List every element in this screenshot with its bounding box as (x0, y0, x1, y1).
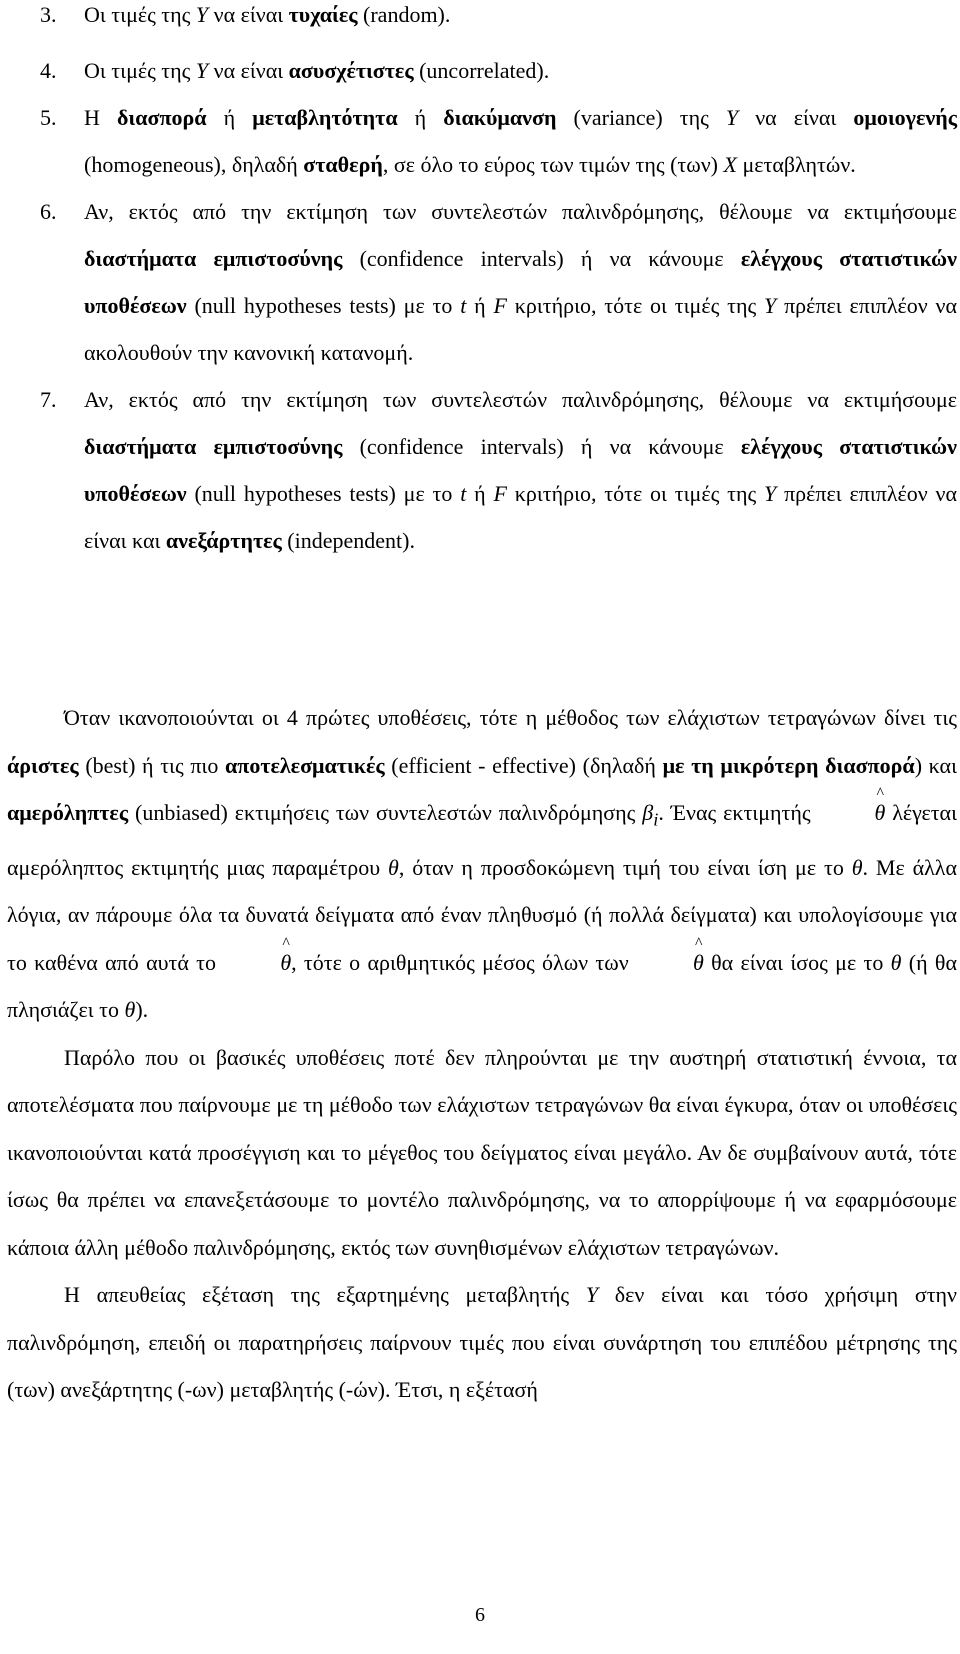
paragraph-assumptions: Παρόλο που οι βασικές υποθέσεις ποτέ δεν πληρούνται με την αυστηρή στατιστική έννοια, τα αποτελέσματα που παίρνουμε με τη μέθοδο των ελάχιστων τετραγώνων θα είναι έγκυρα, όταν οι υποθέσεις ικανοποιούνται κατά προσέγγιση και το μέγεθος του δείγματος είναι μεγάλο. Αν δε συμβαίνουν αυτά, τότε ίσως θα πρέπει να επανεξετάσουμε το μοντέλο παλινδρόμησης, να το απορρίψουμε ή να εφαρμόσουμε κάποια άλλη μέθοδο παλινδρόμησης, εκτός των συνηθισμένων ελάχιστων τετραγώνων. (7, 1044, 957, 1260)
item-number: 3. (40, 2, 57, 27)
list-item: 6. Αν, εκτός από την εκτίμηση των συντελεστών παλινδρόμησης, θέλουμε να εκτιμήσουμε διαστήματα εμπιστοσύνης (confidence intervals) ή να κάνουμε ελέγχους στατιστικών υποθέσεων (null hypotheses tests) με το t ή F κριτήριο, τότε οι τιμές της Υ πρέπει επιπλέον να ακολουθούν την κανονική κατανομή. (40, 188, 957, 376)
page-number: 6 (475, 1604, 485, 1626)
theta-hat-symbol: ^ θ (636, 939, 704, 987)
list-item: 7. Αν, εκτός από την εκτίμηση των συντελεστών παλινδρόμησης, θέλουμε να εκτιμήσουμε διαστήματα εμπιστοσύνης (confidence intervals) ή να κάνουμε ελέγχους στατιστικών υποθέσεων (null hypotheses tests) με το t ή F κριτήριο, τότε οι τιμές της Υ πρέπει επιπλέον να είναι και ανεξάρτητες (independent). (40, 376, 957, 564)
item-number: 6. (40, 199, 57, 224)
theta-hat-symbol: ^ θ (223, 939, 291, 987)
list-item: 5. Η διασπορά ή μεταβλητότητα ή διακύμανση (variance) της Υ να είναι ομοιογενής (homogeneous), δηλαδή σταθερή, σε όλο το εύρος των τιμών της (των) Χ μεταβλητών. (40, 94, 957, 188)
item-number: 4. (40, 58, 57, 83)
list-item: 3. Οι τιμές της Υ να είναι τυχαίες (random). (40, 0, 957, 30)
body-text (7, 694, 957, 1414)
item-number: 5. (40, 105, 57, 130)
theta-hat-symbol: ^ θ (817, 789, 885, 837)
item-number: 7. (40, 387, 57, 412)
list-item: 4. Οι τιμές της Υ να είναι ασυσχέτιστες (uncorrelated). (40, 47, 957, 94)
paragraph-dependent-variable: Η απευθείας εξέταση της εξαρτημένης μεταβλητής Υ δεν είναι και τόσο χρήσιμη στην παλινδρόμηση, επειδή οι παρατηρήσεις παίρνουν τιμές που είναι συνάρτηση του επιπέδου μέτρησης της (των) ανεξάρτητης (-ων) μεταβλητής (-ών). Έτσι, η εξέτασή (7, 1282, 957, 1403)
assumptions-list (40, 0, 957, 564)
paragraph-estimator: Όταν ικανοποιούνται οι 4 πρώτες υποθέσεις, τότε η μέθοδος των ελάχιστων τετραγώνων δίνει τις άριστες (best) ή τις πιο αποτελεσματικές (efficient - effective) (δηλαδή με τη μικρότερη διασπορά) και αμερόληπτες (unbiased) εκτιμήσεις των συντελεστών παλινδρόμησης $\beta_i$. Ένας εκτιμητής ^ θ λέγεται αμερόληπτος εκτιμητής μιας παραμέτρου θ, όταν η προσδοκώμενη τιμή του είναι ίση με το θ. Με άλλα λόγια, αν πάρουμε όλα τα δυνατά δείγματα από έναν πληθυσμό (ή πολλά δείγματα) και υπολογίσουμε για το καθένα από αυτά το ^ θ, τότε ο αριθμητικός μέσος όλων των ^ θ θα είναι ίσος με το θ (ή θα πλησιάζει το θ). (7, 694, 957, 1034)
